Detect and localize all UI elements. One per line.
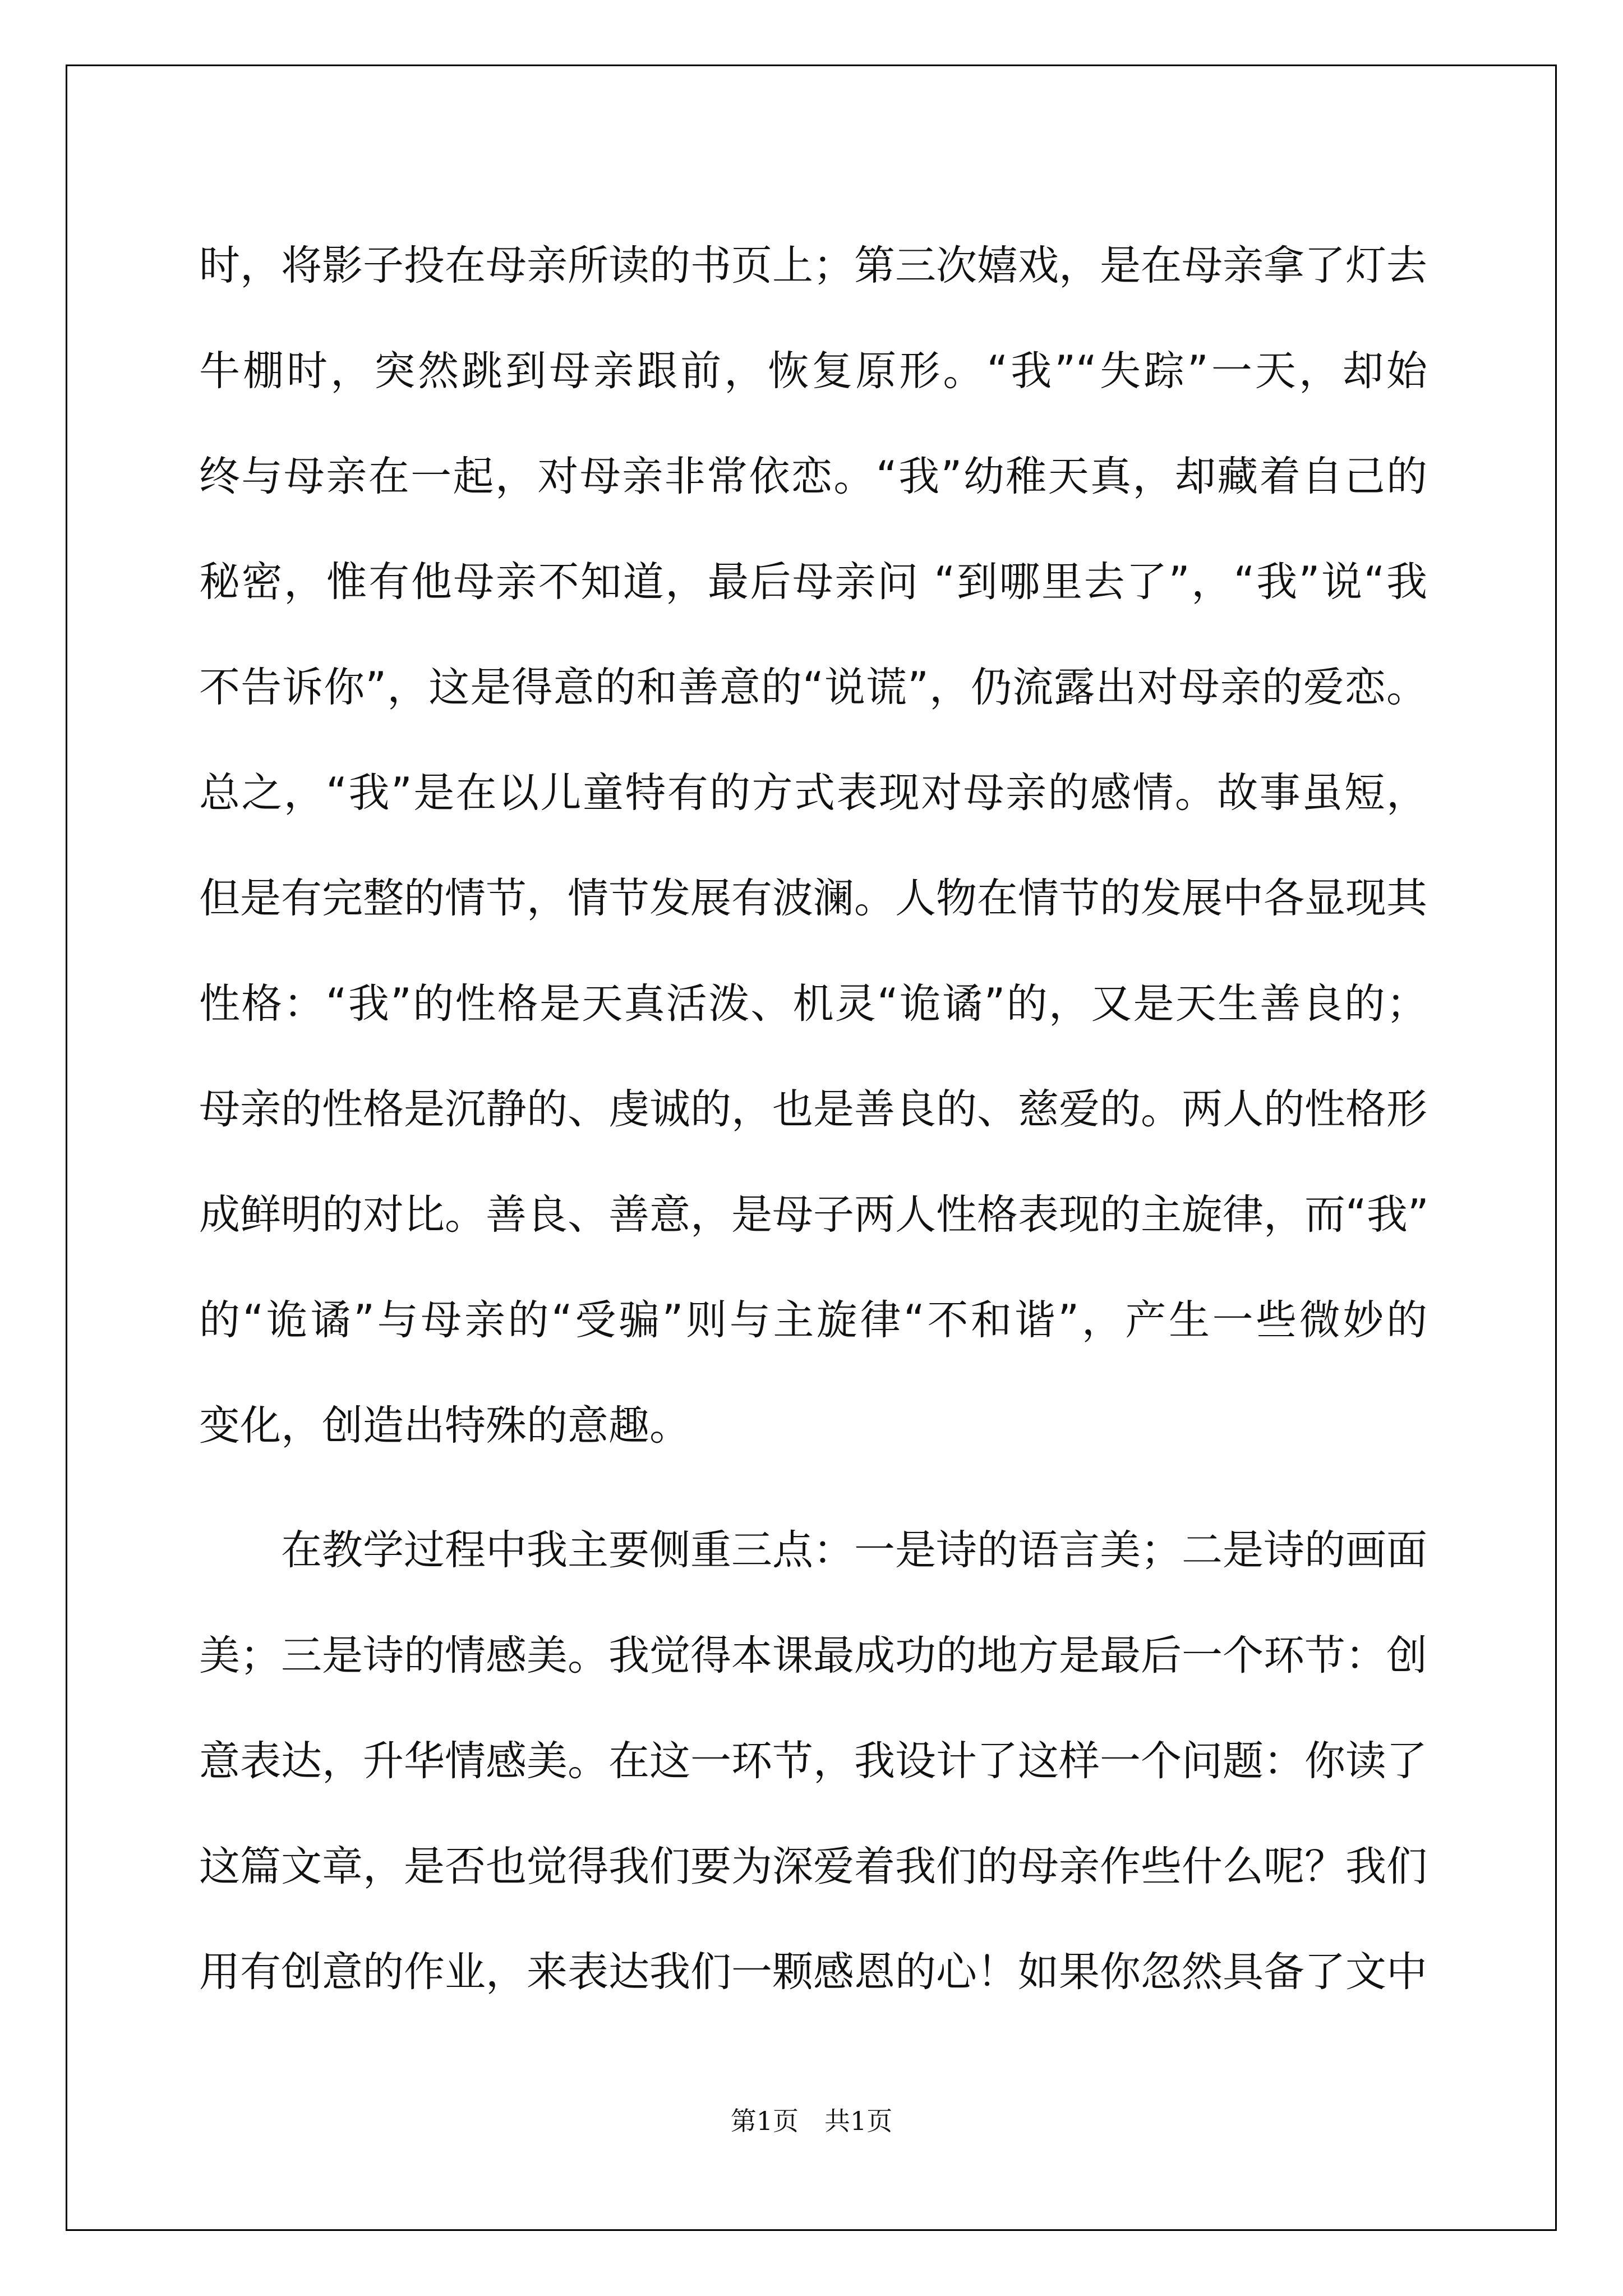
text-line: 用有创意的作业，来表达我们一颗感恩的心！如果你忽然具备了文中	[199, 1948, 1427, 1996]
text-line: 美；三是诗的情感美。我觉得本课最成功的地方是最后一个环节：创	[199, 1632, 1427, 1680]
text-line: 的“诡谲”与母亲的“受骗”则与主旋律“不和谐”，产生一些微妙的	[199, 1296, 1427, 1344]
paragraph	[199, 213, 1427, 1479]
text-line: 母亲的性格是沉静的、虔诚的，也是善良的、慈爱的。两人的性格形	[199, 1085, 1427, 1133]
text-line: 这篇文章，是否也觉得我们要为深爱着我们的母亲作些什么呢？我们	[199, 1843, 1427, 1890]
text-line: 意表达，升华情感美。在这一环节，我设计了这样一个问题：你读了	[199, 1737, 1427, 1785]
text-line: 在教学过程中我主要侧重三点：一是诗的语言美；二是诗的画面	[281, 1526, 1427, 1574]
text-line: 成鲜明的对比。善良、善意，是母子两人性格表现的主旋律，而“我”	[199, 1191, 1429, 1239]
text-line: 变化，创造出特殊的意趣。	[199, 1402, 690, 1450]
page-footer: 第1页 共1页	[730, 2106, 893, 2136]
text-line: 但是有完整的情节，情节发展有波澜。人物在情节的发展中各显现其	[199, 875, 1427, 922]
paragraph	[199, 1498, 1427, 2025]
document-body	[199, 213, 1427, 2025]
text-line: 性格：“我”的性格是天真活泼、机灵“诡谲”的，又是天生善良的；	[199, 980, 1427, 1028]
text-line: 终与母亲在一起，对母亲非常依恋。“我”幼稚天真，却藏着自己的	[199, 453, 1427, 500]
text-line: 秘密，惟有他母亲不知道，最后母亲问 “到哪里去了”，“我”说“我	[199, 558, 1427, 606]
text-line: 不告诉你”，这是得意的和善意的“说谎”，仍流露出对母亲的爱恋。	[199, 664, 1427, 711]
text-line: 时，将影子投在母亲所读的书页上；第三次嬉戏，是在母亲拿了灯去	[199, 242, 1427, 289]
text-line: 总之，“我”是在以儿童特有的方式表现对母亲的感情。故事虽短，	[199, 769, 1427, 817]
text-line: 牛棚时，突然跳到母亲跟前，恢复原形。“我”“失踪”一天，却始	[199, 347, 1427, 395]
